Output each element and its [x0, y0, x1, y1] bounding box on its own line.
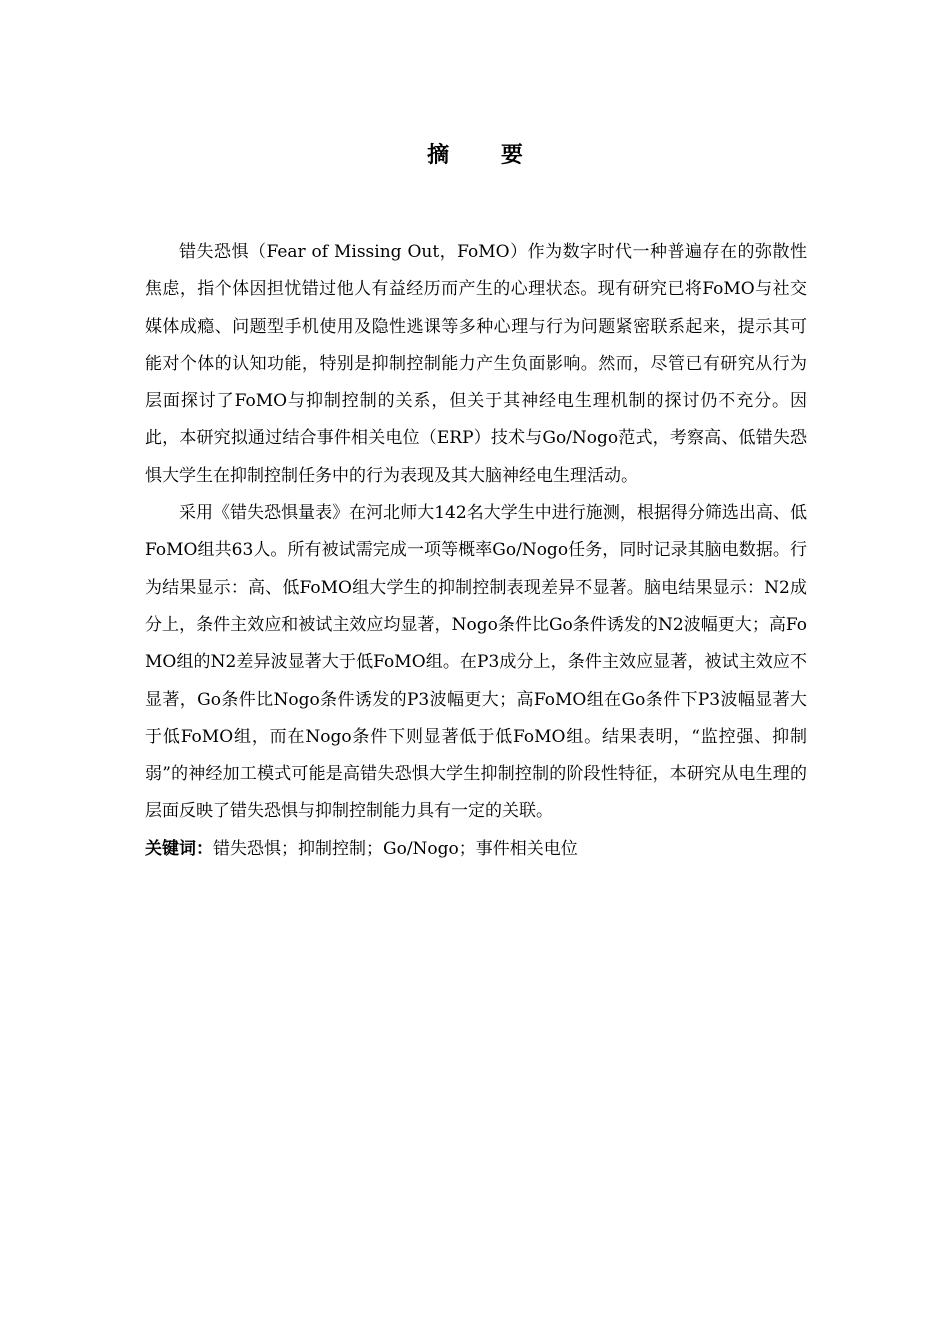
- abstract-paragraph-2: 采用《错失恐惧量表》在河北师大142名大学生中进行施测，根据得分筛选出高、低FoMO组共63人。所有被试需完成一项等概率Go/Nogo任务，同时记录其脑电数据。行为结果显示：高、低FoMO组大学生的抑制控制表现差异不显著。脑电结果显示：N2成分上，条件主效应和被试主效应均显著，Nogo条件比Go条件诱发的N2波幅更大；高FoMO组的N2差异波显著大于低FoMO组。在P3成分上，条件主效应显著，被试主效应不显著，Go条件比Nogo条件诱发的P3波幅更大；高FoMO组在Go条件下P3波幅显著大于低FoMO组，而在Nogo条件下则显著低于低FoMO组。结果表明，“监控强、抑制弱”的神经加工模式可能是高错失恐惧大学生抑制控制的阶段性特征，本研究从电生理的层面反映了错失恐惧与抑制控制能力具有一定的关联。: [145, 503, 807, 822]
- abstract-paragraph-1: 错失恐惧（Fear of Missing Out，FoMO）作为数字时代一种普遍存在的弥散性焦虑，指个体因担忧错过他人有益经历而产生的心理状态。现有研究已将FoMO与社交媒体成瘾、问题型手机使用及隐性逃课等多种心理与行为问题紧密联系起来，提示其可能对个体的认知功能，特别是抑制控制能力产生负面影响。然而，尽管已有研究从行为层面探讨了FoMO与抑制控制的关系，但关于其神经电生理机制的探讨仍不充分。因此，本研究拟通过结合事件相关电位（ERP）技术与Go/Nogo范式，考察高、低错失恐惧大学生在抑制控制任务中的行为表现及其大脑神经电生理活动。: [145, 242, 807, 486]
- page-title: 摘 要: [427, 142, 545, 168]
- abstract-body: [145, 234, 807, 868]
- keywords-line: [145, 831, 807, 868]
- keywords-label: 关键词：: [145, 838, 213, 859]
- keywords-text: 错失恐惧；抑制控制；Go/Nogo；事件相关电位: [213, 838, 578, 859]
